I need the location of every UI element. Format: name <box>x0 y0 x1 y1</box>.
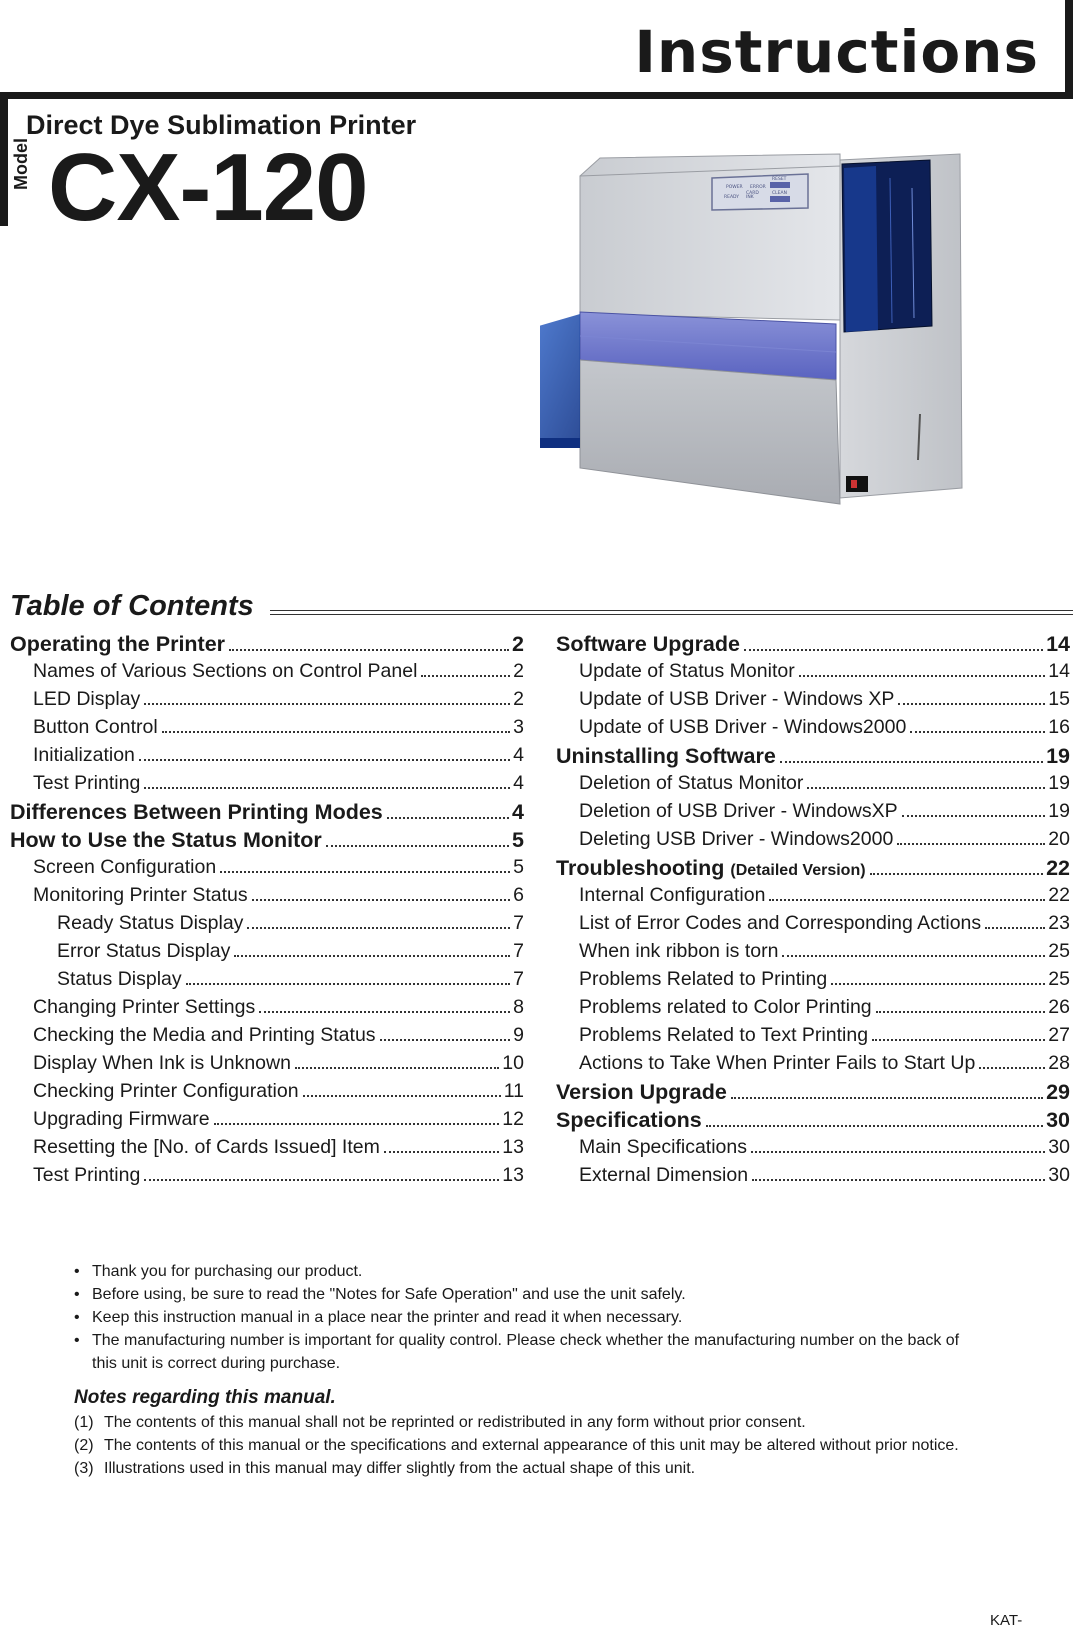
toc-item[interactable] <box>10 660 524 688</box>
toc-item-title: Version Upgrade <box>556 1080 727 1104</box>
toc-item[interactable] <box>10 828 524 856</box>
toc-item-title: Ready Status Display <box>57 912 244 934</box>
toc-leader <box>870 873 1044 875</box>
toc-leader <box>751 1151 1045 1153</box>
toc-item[interactable] <box>10 1080 524 1108</box>
toc-item-title: Display When Ink is Unknown <box>33 1052 291 1074</box>
notice-bullet: • Before using, be sure to read the "Notes for Safe Operation" and use the unit safely. <box>74 1283 974 1306</box>
toc-item-title: Initialization <box>33 744 135 766</box>
toc-item-page: 4 <box>512 800 524 824</box>
toc-leader <box>902 815 1046 817</box>
toc-item-title: Main Specifications <box>579 1136 747 1158</box>
toc-item[interactable] <box>556 912 1070 940</box>
toc-item-page: 2 <box>513 688 524 710</box>
toc-item-title: Internal Configuration <box>579 884 766 906</box>
toc-item-title: Checking Printer Configuration <box>33 1080 299 1102</box>
toc-item-page: 2 <box>513 660 524 682</box>
toc-item[interactable] <box>10 968 524 996</box>
toc-item-page: 30 <box>1048 1164 1070 1186</box>
toc-item-page: 3 <box>513 716 524 738</box>
toc-leader <box>144 1179 499 1181</box>
toc-item-title: Specifications <box>556 1108 702 1132</box>
panel-power: POWER <box>726 185 743 190</box>
product-subtitle: Direct Dye Sublimation Printer <box>26 110 417 140</box>
toc-item-title: Resetting the [No. of Cards Issued] Item <box>33 1136 380 1158</box>
toc-leader <box>234 955 510 957</box>
toc-leader <box>872 1039 1045 1041</box>
toc-item-title: Deletion of Status Monitor <box>579 772 804 794</box>
toc-item-title: Test Printing <box>33 772 141 794</box>
notice-bullets <box>74 1260 974 1375</box>
toc-item-page: 2 <box>512 632 524 656</box>
toc-item-page: 30 <box>1046 1108 1070 1132</box>
toc-item-page: 30 <box>1048 1136 1070 1158</box>
toc-item-page: 9 <box>513 1024 524 1046</box>
toc-item-title: Operating the Printer <box>10 632 226 656</box>
toc-leader <box>144 703 510 705</box>
toc-item[interactable] <box>556 1164 1070 1192</box>
toc-leader <box>220 871 510 873</box>
toc-item[interactable] <box>10 716 524 744</box>
toc-item-title: When ink ribbon is torn <box>579 940 779 962</box>
toc-item-page: 23 <box>1048 912 1070 934</box>
toc-item-title: Names of Various Sections on Control Panel <box>33 660 418 682</box>
toc-item-page: 13 <box>502 1164 524 1186</box>
toc-item-title: Problems Related to Printing <box>579 968 828 990</box>
toc-leader <box>186 983 511 985</box>
note-number: (1) <box>74 1414 94 1431</box>
toc-item-page: 4 <box>513 744 524 766</box>
panel-card: CARD <box>746 191 759 196</box>
toc-title: Table of Contents <box>10 590 262 623</box>
toc-leader <box>910 731 1045 733</box>
printer-lower-front <box>580 360 840 504</box>
toc-leader <box>247 927 510 929</box>
toc-item-page: 26 <box>1048 996 1070 1018</box>
toc-item[interactable] <box>556 856 1070 884</box>
toc-item-title: List of Error Codes and Corresponding Actions <box>579 912 982 934</box>
toc-item-page: 25 <box>1048 968 1070 990</box>
toc-item-page: 7 <box>513 912 524 934</box>
toc-leader <box>162 731 510 733</box>
toc-item-title: Update of USB Driver - Windows XP <box>579 688 895 710</box>
toc-leader <box>979 1067 1045 1069</box>
toc-item-page: 27 <box>1048 1024 1070 1046</box>
toc-item-page: 16 <box>1048 716 1070 738</box>
toc-item-page: 20 <box>1048 828 1070 850</box>
toc-item-title: Changing Printer Settings <box>33 996 256 1018</box>
toc-item[interactable] <box>10 912 524 940</box>
toc-item[interactable] <box>556 632 1070 660</box>
toc-item[interactable] <box>10 884 524 912</box>
toc-leader <box>421 675 510 677</box>
note-text: The contents of this manual or the specifications and external appearance of this unit may be altered without prior notice. <box>104 1437 959 1454</box>
notice-bullet: • The manufacturing number is important for quality control. Please check whether the manufacturing number on the back of this unit is correct during purchase. <box>74 1329 974 1375</box>
toc-leader <box>139 759 510 761</box>
toc-leader <box>744 649 1043 651</box>
toc-item[interactable] <box>10 772 524 800</box>
toc-item-page: 11 <box>503 1080 524 1102</box>
panel-clean: CLEAN <box>772 191 787 196</box>
header-rule <box>0 92 1073 99</box>
toc-item-page: 4 <box>513 772 524 794</box>
page-title: Instructions <box>634 18 1039 86</box>
toc-item-title: Troubleshooting <box>556 856 725 880</box>
toc-item[interactable] <box>556 1136 1070 1164</box>
toc-item-title: Update of USB Driver - Windows2000 <box>579 716 907 738</box>
toc-item-page: 5 <box>512 828 524 852</box>
toc-item-page: 13 <box>502 1136 524 1158</box>
toc-leader <box>780 761 1043 763</box>
toc-item[interactable] <box>10 1052 524 1080</box>
printer-illustration <box>540 148 1010 538</box>
toc-item[interactable] <box>10 1164 524 1192</box>
toc-item[interactable] <box>10 1024 524 1052</box>
toc-leader <box>706 1125 1043 1127</box>
toc-item[interactable] <box>556 772 1070 800</box>
toc-leader <box>384 1151 499 1153</box>
header-right-bar <box>1065 0 1073 92</box>
toc-item-title: LED Display <box>33 688 141 710</box>
toc-item[interactable] <box>556 884 1070 912</box>
toc-item[interactable] <box>556 1024 1070 1052</box>
toc-item-title: External Dimension <box>579 1164 749 1186</box>
toc-item-page: 29 <box>1046 1080 1070 1104</box>
toc-item-title: Deleting USB Driver - Windows2000 <box>579 828 894 850</box>
toc-item-page: 12 <box>502 1108 524 1130</box>
note-text: Illustrations used in this manual may differ slightly from the actual shape of this unit. <box>104 1460 696 1477</box>
toc-leader <box>303 1095 501 1097</box>
toc-item-page: 22 <box>1048 884 1070 906</box>
toc-item-note: (Detailed Version) <box>730 862 866 879</box>
toc-item[interactable] <box>10 800 524 828</box>
toc-right-column <box>556 632 1070 1192</box>
toc-item-page: 14 <box>1048 660 1070 682</box>
toc-leader <box>214 1123 500 1125</box>
toc-item[interactable] <box>556 1108 1070 1136</box>
toc-leader <box>326 845 509 847</box>
toc-item-title: Update of Status Monitor <box>579 660 795 682</box>
toc-rule-lower <box>270 614 1073 615</box>
control-panel <box>712 174 808 210</box>
note-text: The contents of this manual shall not be reprinted or redistributed in any form without prior consent. <box>104 1414 806 1431</box>
toc-item[interactable] <box>10 940 524 968</box>
toc-item-title: Status Display <box>57 968 182 990</box>
toc-rule-upper <box>270 610 1073 611</box>
toc-leader <box>295 1067 499 1069</box>
toc-item-title: Problems Related to Text Printing <box>579 1024 869 1046</box>
toc-item-page: 22 <box>1046 856 1070 880</box>
toc-item[interactable] <box>10 1136 524 1164</box>
toc-item[interactable] <box>556 996 1070 1024</box>
toc-leader <box>897 843 1045 845</box>
panel-ready: READY <box>724 195 740 200</box>
toc-item-page: 15 <box>1048 688 1070 710</box>
toc-item-title: Error Status Display <box>57 940 231 962</box>
reset-button <box>770 182 790 188</box>
toc-leader <box>831 983 1045 985</box>
panel-reset: RESET <box>772 177 787 182</box>
notes-title: Notes regarding this manual. <box>74 1387 336 1408</box>
toc-item[interactable] <box>556 940 1070 968</box>
toc-item[interactable] <box>556 716 1070 744</box>
toc-leader <box>876 1011 1046 1013</box>
toc-item-title: Software Upgrade <box>556 632 740 656</box>
toc-leader <box>752 1179 1045 1181</box>
toc-left-column <box>10 632 524 1192</box>
toc-leader <box>144 787 510 789</box>
toc-item-title: Monitoring Printer Status <box>33 884 248 906</box>
note-item <box>74 1434 974 1457</box>
toc-item-title: Test Printing <box>33 1164 141 1186</box>
toc-item-page: 19 <box>1048 772 1070 794</box>
toc-item-page: 14 <box>1046 632 1070 656</box>
toc-item-page: 10 <box>502 1052 524 1074</box>
toc-item-title: Differences Between Printing Modes <box>10 800 383 824</box>
model-label: Model <box>11 138 31 190</box>
toc-item-page: 19 <box>1048 800 1070 822</box>
toc-leader <box>769 899 1045 901</box>
footer-code: KAT- <box>990 1612 1023 1629</box>
note-number: (3) <box>74 1460 94 1477</box>
notice-bullet: • Keep this instruction manual in a place near the printer and read it when necessary. <box>74 1306 974 1329</box>
toc-item[interactable] <box>10 1108 524 1136</box>
toc-item-title: Actions to Take When Printer Fails to Start Up <box>579 1052 976 1074</box>
toc-header <box>10 590 1073 630</box>
toc-item-page: 28 <box>1048 1052 1070 1074</box>
toc-item-page: 5 <box>513 856 524 878</box>
panel-error: ERROR <box>750 185 766 190</box>
toc-leader <box>252 899 511 901</box>
toc-leader <box>782 955 1045 957</box>
note-number: (2) <box>74 1437 94 1454</box>
toc-leader <box>985 927 1045 929</box>
toc-leader <box>229 649 509 651</box>
toc-item[interactable] <box>556 800 1070 828</box>
toc-item-title: Problems related to Color Printing <box>579 996 872 1018</box>
toc-leader <box>259 1011 510 1013</box>
toc-item[interactable] <box>10 688 524 716</box>
toc-item-page: 7 <box>513 940 524 962</box>
toc-item-page: 8 <box>513 996 524 1018</box>
toc-item[interactable] <box>556 1080 1070 1108</box>
toc-item-title: Button Control <box>33 716 158 738</box>
toc-item[interactable] <box>10 744 524 772</box>
notices-section <box>74 1260 974 1480</box>
panel-ink: INK <box>746 195 754 200</box>
header-left-bar <box>0 92 8 226</box>
toc-item[interactable] <box>556 1052 1070 1080</box>
output-tray <box>540 314 580 438</box>
toc-item[interactable] <box>556 744 1070 772</box>
toc-item-title: Uninstalling Software <box>556 744 776 768</box>
toc-leader <box>731 1097 1043 1099</box>
note-item <box>74 1457 974 1480</box>
toc-item-page: 19 <box>1046 744 1070 768</box>
toc-item-title: Screen Configuration <box>33 856 217 878</box>
toc-item[interactable] <box>10 856 524 884</box>
notice-bullet: • Thank you for purchasing our product. <box>74 1260 974 1283</box>
toc-item[interactable] <box>10 632 524 660</box>
toc-item-title: Upgrading Firmware <box>33 1108 210 1130</box>
notes-list <box>74 1411 974 1480</box>
toc-item[interactable] <box>556 968 1070 996</box>
model-number: CX-120 <box>48 134 368 241</box>
toc-leader <box>380 1039 511 1041</box>
toc-item-title: Checking the Media and Printing Status <box>33 1024 376 1046</box>
toc-leader <box>387 817 509 819</box>
toc-leader <box>807 787 1045 789</box>
toc-item-title: How to Use the Status Monitor <box>10 828 322 852</box>
toc-item-page: 7 <box>513 968 524 990</box>
note-item <box>74 1411 974 1434</box>
clean-button <box>770 196 790 202</box>
toc-item[interactable] <box>10 996 524 1024</box>
toc-item[interactable] <box>556 828 1070 856</box>
toc-item[interactable] <box>556 660 1070 688</box>
toc-item[interactable] <box>556 688 1070 716</box>
toc-item-page: 25 <box>1048 940 1070 962</box>
toc-item-title: Deletion of USB Driver - WindowsXP <box>579 800 898 822</box>
toc-leader <box>898 703 1045 705</box>
toc-leader <box>799 675 1046 677</box>
toc-item-page: 6 <box>513 884 524 906</box>
